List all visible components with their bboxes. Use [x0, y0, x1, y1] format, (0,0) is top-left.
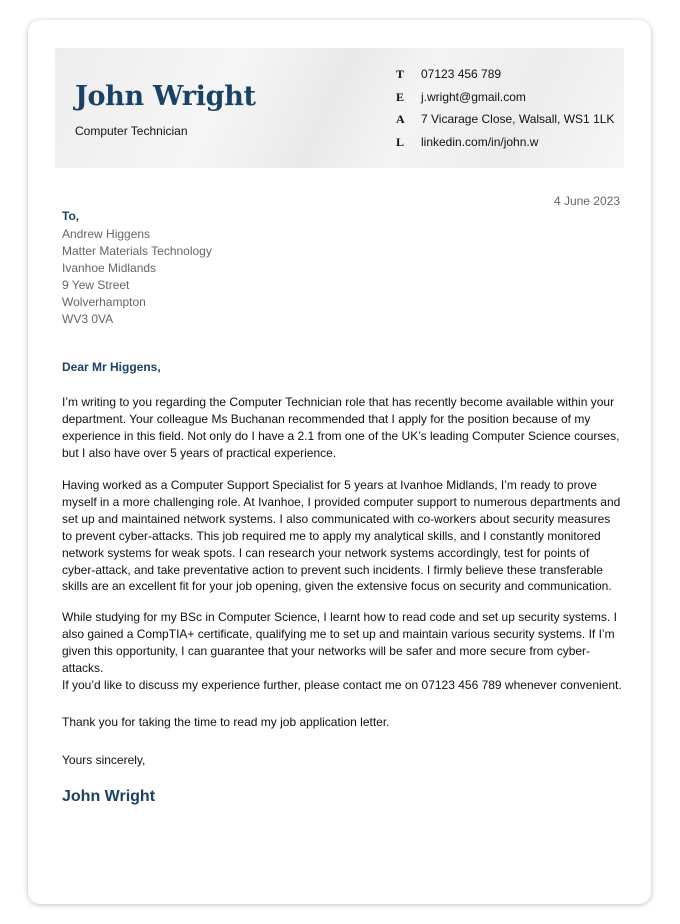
- recipient-postcode: WV3 0VA: [62, 311, 114, 326]
- recipient-city: Wolverhampton: [62, 294, 146, 309]
- address-label: A: [396, 112, 405, 126]
- signature: John Wright: [62, 788, 156, 805]
- paragraph-intro: I’m writing to you regarding the Computer Technician role that has recently become available within your department. Your colleague Ms Buchanan recommended that I apply for the position because of my experience in this field. Not only do I have a 2.1 from one of the UK’s leading Computer Science courses, but I also have over 5 years of practical experience.: [62, 395, 620, 460]
- recipient-location: Ivanhoe Midlands: [62, 260, 157, 275]
- recipient-address: [62, 226, 212, 327]
- salutation: Dear Mr Higgens,: [62, 360, 161, 374]
- paragraph-contact: If you’d like to discuss my experience further, please contact me on 07123 456 789 whenever convenient.: [62, 678, 622, 692]
- recipient-street: 9 Yew Street: [62, 277, 130, 292]
- email-label: E: [396, 89, 405, 104]
- applicant-role: Computer Technician: [75, 124, 188, 138]
- letter-header: [55, 48, 624, 168]
- recipient-company: Matter Materials Technology: [62, 243, 212, 258]
- address-value: 7 Vicarage Close, Walsall, WS1 1LK: [421, 112, 615, 126]
- applicant-name: John Wright: [75, 81, 256, 112]
- recipient-name: Andrew Higgens: [62, 227, 151, 241]
- cover-letter-page: [28, 20, 651, 904]
- paragraph-education: While studying for my BSc in Computer Science, I learnt how to read code and set up security systems. I also gained a CompTIA+ certificate, qualifying me to set up and maintain various security systems. If I’m given this opportunity, I can guarantee that your networks will be safer and more secure from cyber-attacks.: [62, 610, 617, 675]
- phone-label: T: [396, 67, 405, 81]
- paragraph-experience: Having worked as a Computer Support Specialist for 5 years at Ivanhoe Midlands, I’m ready to prove myself in a more challenging role. At Ivanhoe, I provided computer support to numerous departments and set up and maintained network systems. I also communicated with co-workers about security measures to prevent cyber-attacks. This job required me to apply my analytical skills, and I constantly monitored network systems for weak spots. I can research your network systems accordingly, test for points of cyber-attack, and take preventative action to prevent such incidents. I firmly believe these transferable skills are an excellent fit for your job opening, given the extensive focus on security and communication.: [62, 478, 621, 594]
- closing: Yours sincerely,: [62, 753, 146, 767]
- phone-value: 07123 456 789: [421, 67, 502, 81]
- linkedin-label: L: [396, 134, 405, 149]
- letter-date: 4 June 2023: [553, 194, 620, 208]
- paragraph-thanks: Thank you for taking the time to read my job application letter.: [62, 715, 390, 729]
- linkedin-value: linkedin.com/in/john.w: [421, 134, 539, 149]
- recipient-heading: To,: [62, 209, 80, 223]
- email-value: j.wright@gmail.com: [421, 89, 526, 104]
